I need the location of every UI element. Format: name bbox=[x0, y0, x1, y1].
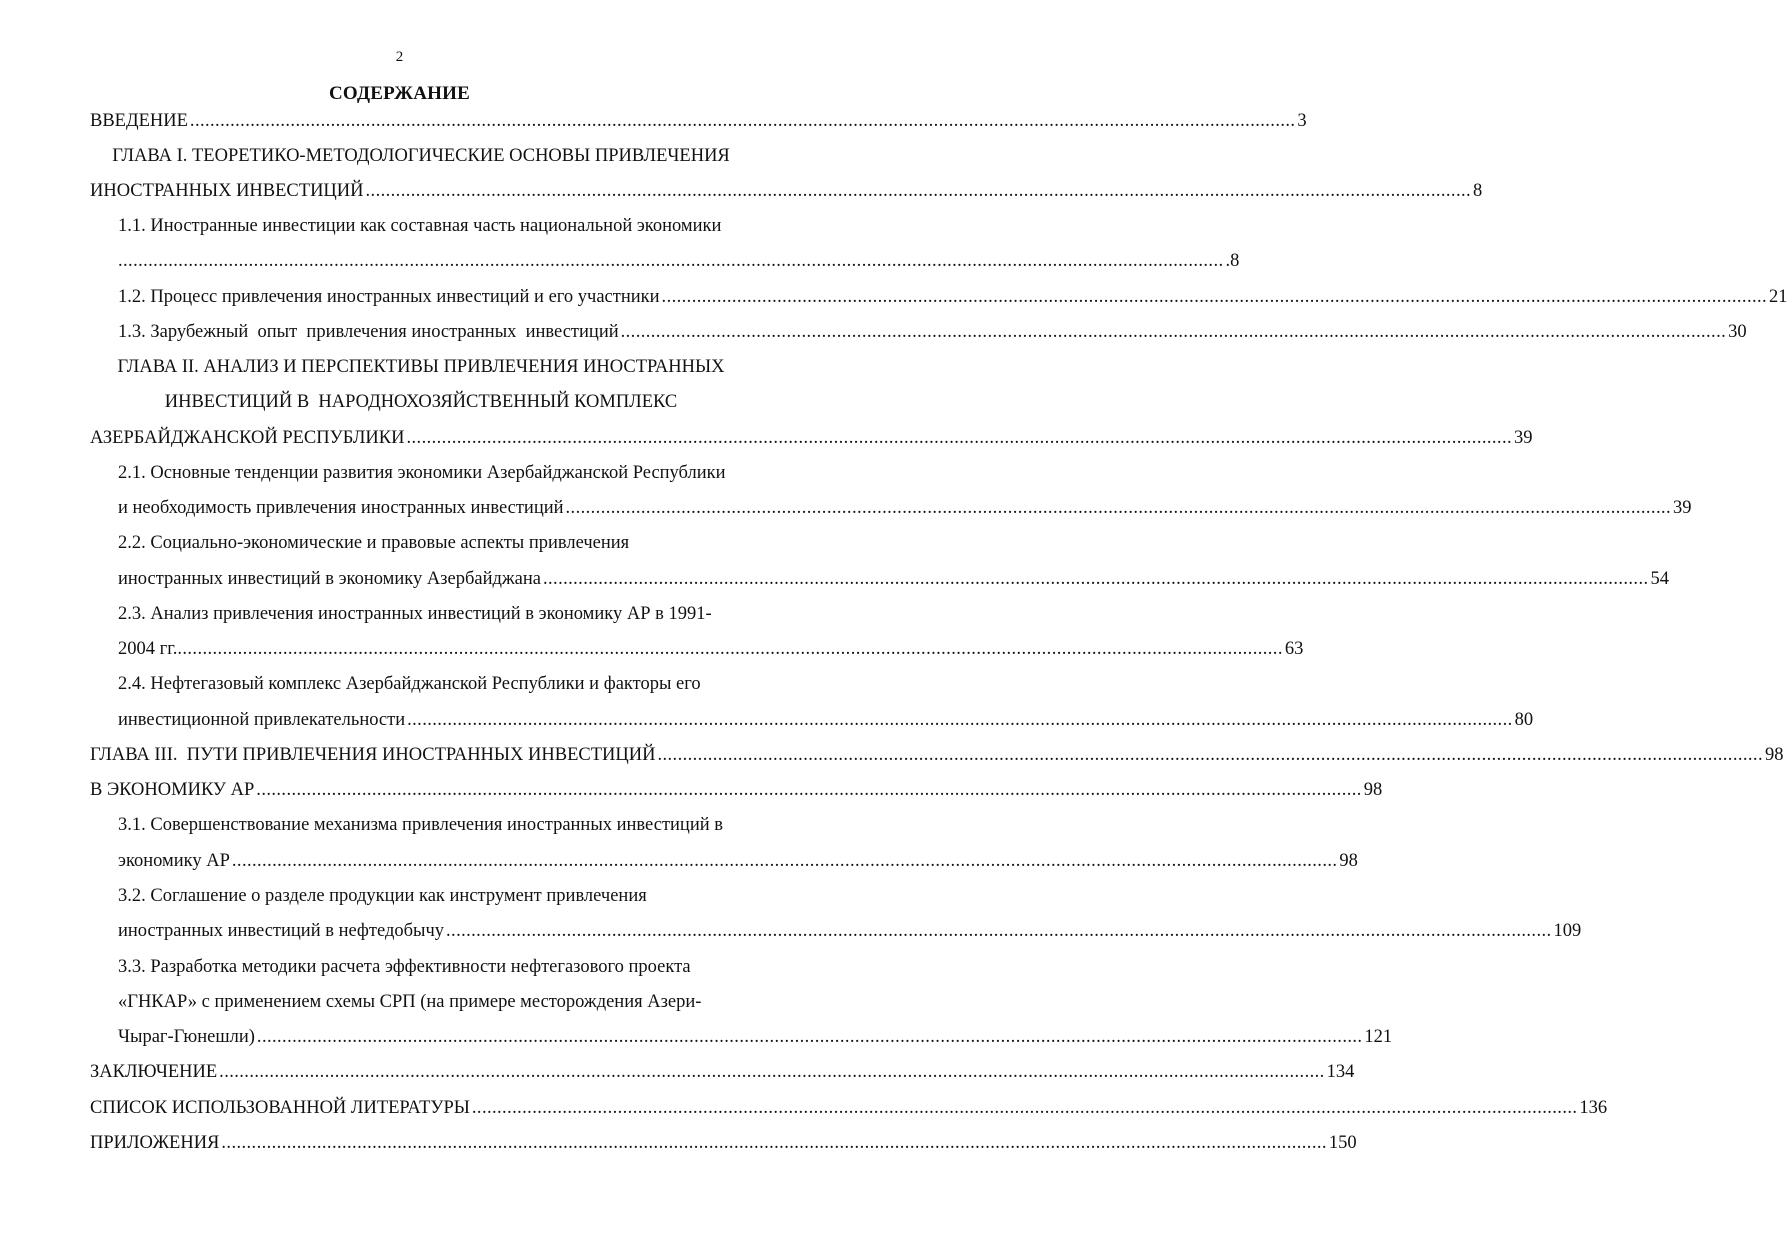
page-number: 2 bbox=[395, 49, 404, 65]
dot-leader: ............................................................................................................................................................................................................................ bbox=[446, 921, 1552, 941]
toc-chapter-1-line-1[interactable]: ГЛАВА I. ТЕОРЕТИКО-МЕТОДОЛОГИЧЕСКИЕ ОСНОВЫ ПРИВЛЕЧЕНИЯ bbox=[112, 146, 730, 166]
dot-leader: ............................................................................................................................................................................................................................ bbox=[231, 851, 1338, 871]
dot-leader: ............................................................................................................................................................................................................................ bbox=[407, 710, 1513, 730]
toc-entry-text: АЗЕРБАЙДЖАНСКОЙ РЕСПУБЛИКИ bbox=[90, 428, 405, 448]
toc-entry-text: ИНОСТРАННЫХ ИНВЕСТИЦИЙ bbox=[90, 181, 364, 201]
dot-leader: ............................................................................................................................................................................................................................ bbox=[118, 251, 1224, 271]
toc-entry-text: инвестиционной привлекательности bbox=[118, 710, 406, 730]
dot-leader: ............................................................................................................................................................................................................................ bbox=[219, 1062, 1325, 1082]
toc-section-1-1-line-1[interactable]: 1.1. Иностранные инвестиции как составная часть национальной экономики bbox=[118, 216, 722, 236]
toc-chapter-2-line-2[interactable]: ИНВЕСТИЦИЙ В НАРОДНОХОЗЯЙСТВЕННЫЙ КОМПЛЕКС bbox=[164, 392, 678, 412]
toc-page-number: 150 bbox=[1328, 1133, 1357, 1153]
toc-page-number: 63 bbox=[1284, 639, 1304, 659]
toc-section-2-2-line-1[interactable]: 2.2. Социально-экономические и правовые аспекты привлечения bbox=[118, 533, 630, 553]
toc-chapter-3[interactable] bbox=[90, 741, 1784, 769]
dot-leader: ............................................................................................................................................................................................................................ bbox=[256, 780, 1362, 800]
toc-page-number: 3 bbox=[1297, 111, 1307, 131]
toc-section-2-3[interactable] bbox=[118, 635, 1304, 663]
dot-leader: ............................................................................................................................................................................................................................ bbox=[471, 1098, 1578, 1118]
dot-leader: ............................................................................................................................................................................................................................ bbox=[657, 745, 1763, 765]
toc-entry-text: ВВЕДЕНИЕ bbox=[90, 111, 188, 131]
toc-entry-introduction[interactable] bbox=[90, 107, 1307, 135]
toc-section-3-1[interactable] bbox=[118, 847, 1358, 875]
toc-section-2-3-line-1[interactable]: 2.3. Анализ привлечения иностранных инвестиций в экономику АР в 1991- bbox=[118, 604, 712, 624]
toc-entry-text: экономику АР bbox=[118, 851, 230, 871]
toc-section-3-2-line-1[interactable]: 3.2. Соглашение о разделе продукции как инструмент привлечения bbox=[118, 886, 647, 906]
toc-section-2-2[interactable] bbox=[118, 565, 1669, 593]
dot-leader: ............................................................................................................................................................................................................................ bbox=[620, 322, 1727, 342]
toc-page-number: 39 bbox=[1673, 498, 1692, 518]
toc-entry-text: ПРИЛОЖЕНИЯ bbox=[90, 1133, 220, 1153]
toc-entry-text: СПИСОК ИСПОЛЬЗОВАННОЙ ЛИТЕРАТУРЫ bbox=[90, 1098, 470, 1118]
toc-entry-appendices[interactable] bbox=[90, 1129, 1357, 1157]
toc-section-2-4[interactable] bbox=[118, 706, 1534, 734]
toc-page-number: 54 bbox=[1650, 569, 1669, 589]
dot-leader: ............................................................................................................................................................................................................................ bbox=[221, 1133, 1327, 1153]
toc-entry-text: иностранных инвестиций в экономику Азербайджана bbox=[118, 569, 541, 589]
toc-page-number: 134 bbox=[1326, 1062, 1355, 1082]
dot-leader: ............................................................................................................................................................................................................................ bbox=[365, 181, 1472, 201]
toc-entry-text: В ЭКОНОМИКУ АР bbox=[90, 780, 255, 800]
toc-entry-conclusion[interactable] bbox=[90, 1058, 1355, 1086]
toc-entry-text: и необходимость привлечения иностранных инвестиций bbox=[118, 498, 564, 518]
toc-entry-text: ГЛАВА III. ПУТИ ПРИВЛЕЧЕНИЯ ИНОСТРАННЫХ ИНВЕСТИЦИЙ bbox=[90, 745, 656, 765]
toc-page-number: 21 bbox=[1769, 287, 1788, 307]
toc-page-number: 98 bbox=[1764, 745, 1784, 765]
toc-chapter-3-continued[interactable] bbox=[90, 776, 1383, 804]
dot-leader: ............................................................................................................................................................................................................................ bbox=[661, 287, 1768, 307]
dot-leader: ............................................................................................................................................................................................................................ bbox=[189, 111, 1296, 131]
toc-entry-text: иностранных инвестиций в нефтедобычу bbox=[118, 921, 445, 941]
toc-section-3-1-line-1[interactable]: 3.1. Совершенствование механизма привлечения иностранных инвестиций в bbox=[118, 815, 723, 835]
toc-section-3-3[interactable] bbox=[118, 1023, 1393, 1051]
toc-page-number: 109 bbox=[1553, 921, 1582, 941]
toc-section-2-4-line-1[interactable]: 2.4. Нефтегазовый комплекс Азербайджанской Республики и факторы его bbox=[118, 674, 701, 694]
toc-page-number: 121 bbox=[1364, 1027, 1393, 1047]
toc-page-number: 98 bbox=[1339, 851, 1358, 871]
toc-entry-text: Чыраг-Гюнешли) bbox=[118, 1027, 255, 1047]
toc-entry-bibliography[interactable] bbox=[90, 1094, 1608, 1122]
toc-entry-text: 1.2. Процесс привлечения иностранных инвестиций и его участники bbox=[118, 287, 660, 307]
toc-entry-text: 1.3. Зарубежный опыт привлечения иностранных инвестиций bbox=[118, 322, 619, 342]
toc-entry-text: ЗАКЛЮЧЕНИЕ bbox=[90, 1062, 218, 1082]
dot-leader: ............................................................................................................................................................................................................................ bbox=[543, 569, 1649, 589]
toc-section-1-2[interactable] bbox=[118, 283, 1788, 311]
dot-leader: ............................................................................................................................................................................................................................ bbox=[256, 1027, 1363, 1047]
toc-page-number: 30 bbox=[1728, 322, 1747, 342]
dot-leader: ............................................................................................................................................................................................................................ bbox=[565, 498, 1672, 518]
toc-page-number: .8 bbox=[1225, 251, 1240, 271]
toc-page-number: 8 bbox=[1473, 181, 1483, 201]
toc-page-number: 136 bbox=[1579, 1098, 1608, 1118]
toc-page-number: 80 bbox=[1514, 710, 1534, 730]
toc-title: СОДЕРЖАНИЕ bbox=[329, 83, 470, 104]
toc-section-3-2[interactable] bbox=[118, 917, 1582, 945]
toc-chapter-2[interactable] bbox=[90, 424, 1533, 452]
toc-page-number: 98 bbox=[1363, 780, 1383, 800]
toc-section-1-1[interactable] bbox=[118, 247, 1240, 275]
toc-chapter-2-line-1[interactable]: ГЛАВА II. АНАЛИЗ И ПЕРСПЕКТИВЫ ПРИВЛЕЧЕНИЯ ИНОСТРАННЫХ bbox=[117, 357, 725, 377]
toc-entry-text: 2004 гг. bbox=[118, 639, 178, 659]
toc-section-3-3-line-1[interactable]: 3.3. Разработка методики расчета эффективности нефтегазового проекта bbox=[118, 957, 691, 977]
dot-leader: ............................................................................................................................................................................................................................ bbox=[406, 428, 1512, 448]
toc-page-number: 39 bbox=[1514, 428, 1533, 448]
toc-section-2-1-line-1[interactable]: 2.1. Основные тенденции развития экономики Азербайджанской Республики bbox=[118, 463, 726, 483]
toc-chapter-1[interactable] bbox=[90, 177, 1483, 205]
toc-section-1-3[interactable] bbox=[118, 318, 1747, 346]
dot-leader: ............................................................................................................................................................................................................................ bbox=[177, 639, 1283, 659]
toc-section-3-3-line-2[interactable]: «ГНКАР» с применением схемы СРП (на примере месторождения Азери- bbox=[118, 992, 702, 1012]
toc-section-2-1[interactable] bbox=[118, 494, 1692, 522]
